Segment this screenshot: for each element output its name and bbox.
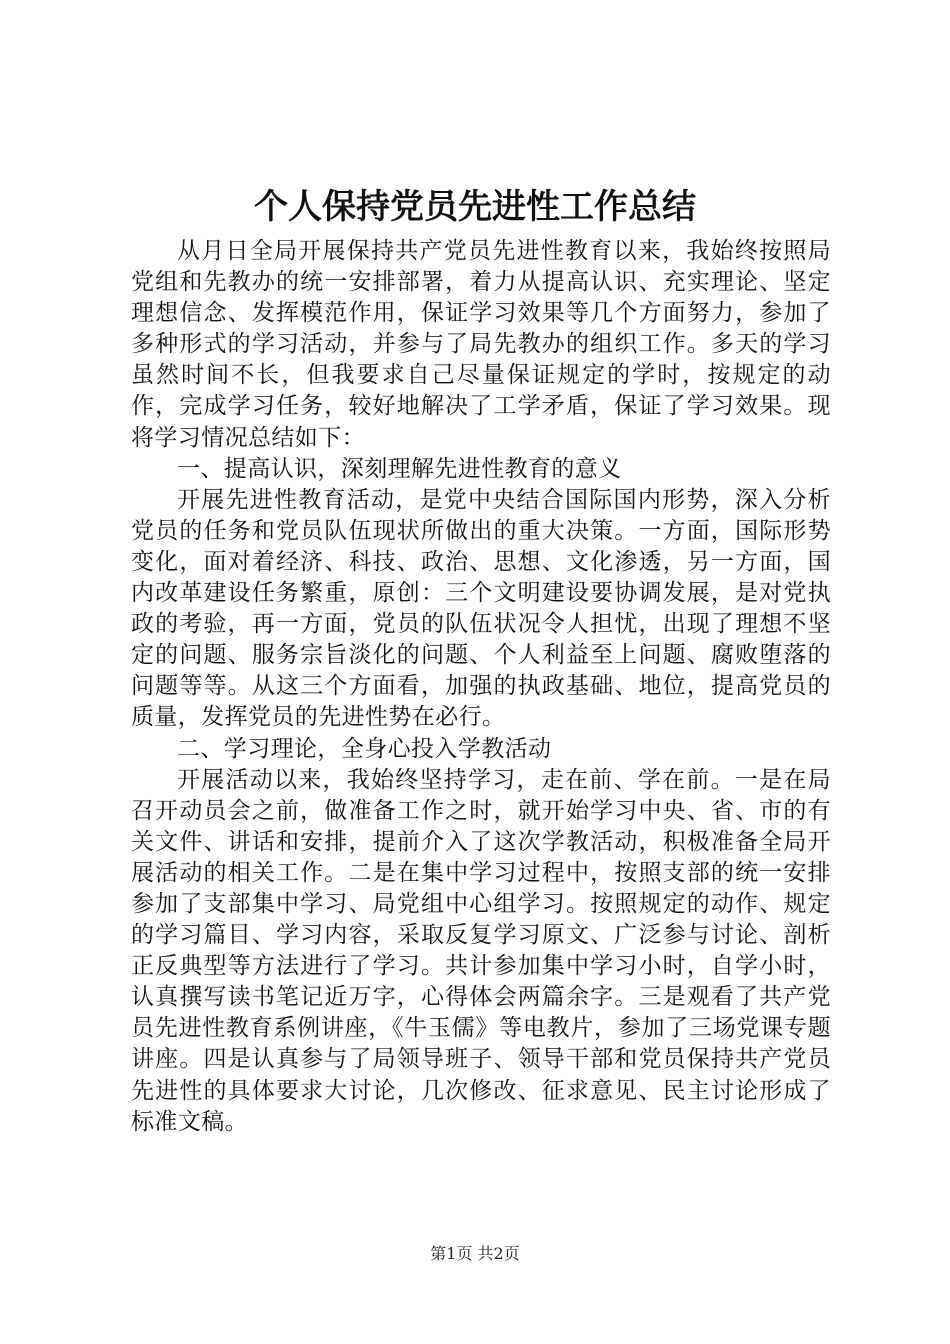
document-body <box>131 236 831 1138</box>
section-heading-1: 一、提高认识，深刻理解先进性教育的意义 <box>177 455 622 482</box>
section-1-paragraph: 开展先进性教育活动，是党中央结合国际国内形势，深入分析党员的任务和党员队伍现状所做出的重大决策。一方面，国际形势变化，面对着经济、科技、政治、思想、文化渗透，另一方面，国内改革建设任务繁重，原创：三个文明建设要协调发展，是对党执政的考验，再一方面，党员的队伍状况令人担忧，出现了理想不坚定的问题、服务宗旨淡化的问题、个人利益至上问题、腐败堕落的问题等等。从这三个方面看，加强的执政基础、地位，提高党员的质量，发挥党员的先进性势在必行。 <box>131 486 831 731</box>
page-number-footer: 第1页 共2页 <box>430 1244 520 1263</box>
intro-paragraph: 从月日全局开展保持共产党员先进性教育以来，我始终按照局党组和先教办的统一安排部署，着力从提高认识、充实理论、坚定理想信念、发挥模范作用，保证学习效果等几个方面努力，参加了多种形式的学习活动，并参与了局先教办的组织工作。多天的学习虽然时间不长，但我要求自己尽量保证规定的学时，按规定的动作，完成学习任务，较好地解决了工学矛盾，保证了学习效果。现将学习情况总结如下： <box>131 238 831 451</box>
section-heading-2: 二、学习理论，全身心投入学教活动 <box>177 735 552 762</box>
document-title: 个人保持党员先进性工作总结 <box>254 187 696 227</box>
section-2-paragraph: 开展活动以来，我始终坚持学习，走在前、学在前。一是在局召开动员会之前，做准备工作之时，就开始学习中央、省、市的有关文件、讲话和安排，提前介入了这次学教活动，积极准备全局开展活动的相关工作。二是在集中学习过程中，按照支部的统一安排参加了支部集中学习、局党组中心组学习。按照规定的动作、规定的学习篇目、学习内容，采取反复学习原文、广泛参与讨论、剖析正反典型等方法进行了学习。共计参加集中学习小时，自学小时，认真撰写读书笔记近万字，心得体会两篇余字。三是观看了共产党员先进性教育系例讲座，《牛玉儒》等电教片，参加了三场党课专题讲座。四是认真参与了局领导班子、领导干部和党员保持共产党员先进性的具体要求大讨论，几次修改、征求意见、民主讨论形成了标准文稿。 <box>131 766 831 1135</box>
